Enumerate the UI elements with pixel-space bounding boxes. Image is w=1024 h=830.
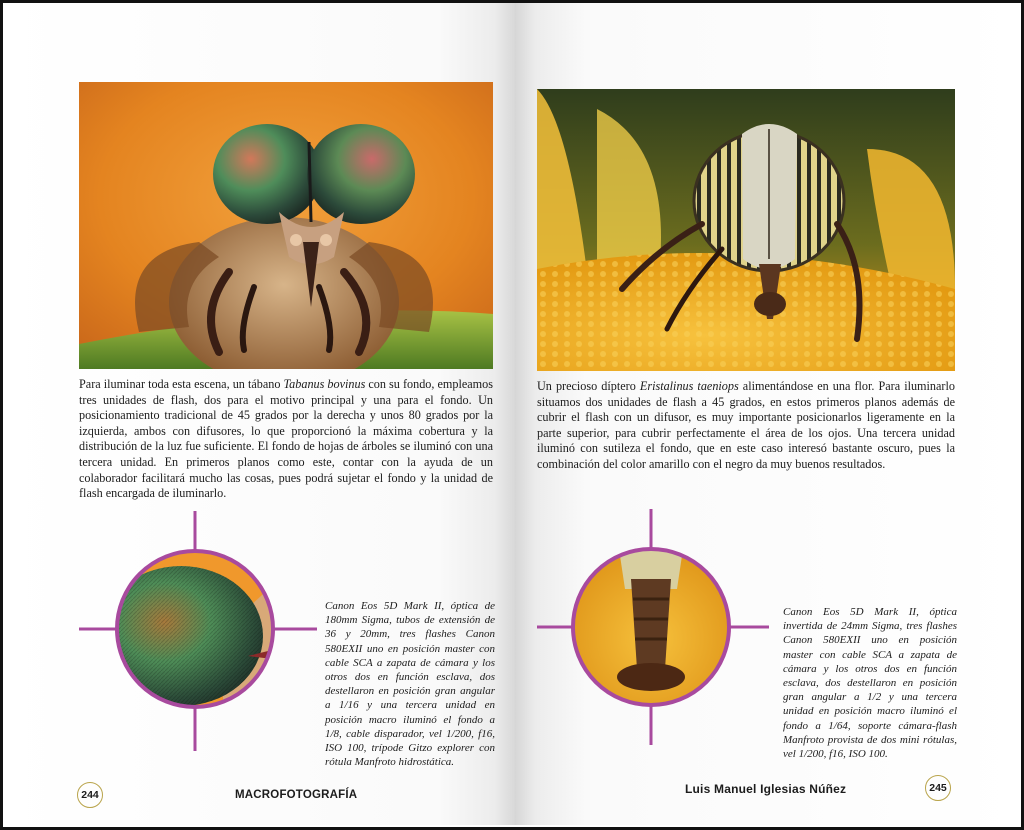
page-number-right — [925, 775, 951, 801]
right-circle-crop — [537, 509, 777, 759]
running-head-left: MACROFOTOGRAFÍA — [235, 789, 358, 801]
left-body-text-1: Para iluminar toda esta escena, un tábano — [79, 377, 284, 391]
left-photo-caption: Canon Eos 5D Mark II, óptica de 180mm Sigma, tubos de extensión de 36 y 20mm, tres flashes Canon 580EXII uno en posición master con cable SCA a zapata de cámara y los otros dos en función esclava, dos destellaron en posición gran angular a 1/16 y una tercera unidad en posición macro iluminó el fondo a 1/8, cable disparador, vel 1/200, f16, ISO 100, trípode Gitzo explorer con rótula Manfroto hidrostática. — [325, 600, 495, 769]
left-body-text — [79, 377, 493, 502]
left-page — [3, 3, 515, 825]
right-body-text-2: alimentándose en una flor. Para iluminarlo situamos dos unidades de flash a 45 grados, en estos primeros planos además de cubrir el flash con un difusor, es muy importante posicionarlos ligeramente en la parte superior, para cubrir perfectamente el área de los ojos. Una tercera unidad iluminó con sutileza el fondo, que en este caso interesó bastante oscuro, pues la combinación del color amarillo con el negro da muy buenos resultados. — [537, 379, 955, 471]
right-body-text — [537, 379, 955, 473]
right-photo-caption: Canon Eos 5D Mark II, óptica invertida de 24mm Sigma, tres flashes Canon 580EXII uno en posición master con cable SCA a zapata de cámara y los otros dos en función esclava, dos destellaron en posición gran angular a 1/2 y una tercera unidad en posición macro iluminó el fondo a 1/64, soporte cámara-flash Manfroto provista de dos mini rótulas, vel 1/200, f16, ISO 100. — [783, 606, 957, 761]
species-name-tabanus: Tabanus bovinus — [283, 377, 366, 391]
running-head-right: Luis Manuel Iglesias Núñez — [685, 782, 847, 796]
horsefly-photo — [79, 82, 493, 369]
page-number-right-label: 245 — [929, 782, 947, 794]
left-body-text-2: con su fondo, empleamos tres unidades de flash, dos para el motivo principal y una para el fondo. Un posicionamiento tradicional de 45 grados por la derecha y unos 80 grados por la izquierda, ambos con difusores, lo que proporcionó la máxima cobertura y la distribución de la luz fue suficiente. El fondo de hojas de árboles se iluminó con una tercera unidad. En primeros planos como este, contar con la ayuda de un colaborador facilitará mucho las cosas, pues podrá sujetar el fondo y la unidad de flash encargada de iluminarlo. — [79, 377, 493, 501]
species-name-eristalinus: Eristalinus taeniops — [639, 379, 739, 393]
left-circle-crop — [73, 511, 323, 761]
page-number-left — [77, 782, 103, 808]
right-body-text-1: Un precioso díptero — [537, 379, 640, 393]
page-number-left-label: 244 — [81, 789, 99, 801]
hoverfly-photo — [537, 89, 955, 371]
right-page — [515, 3, 1021, 825]
